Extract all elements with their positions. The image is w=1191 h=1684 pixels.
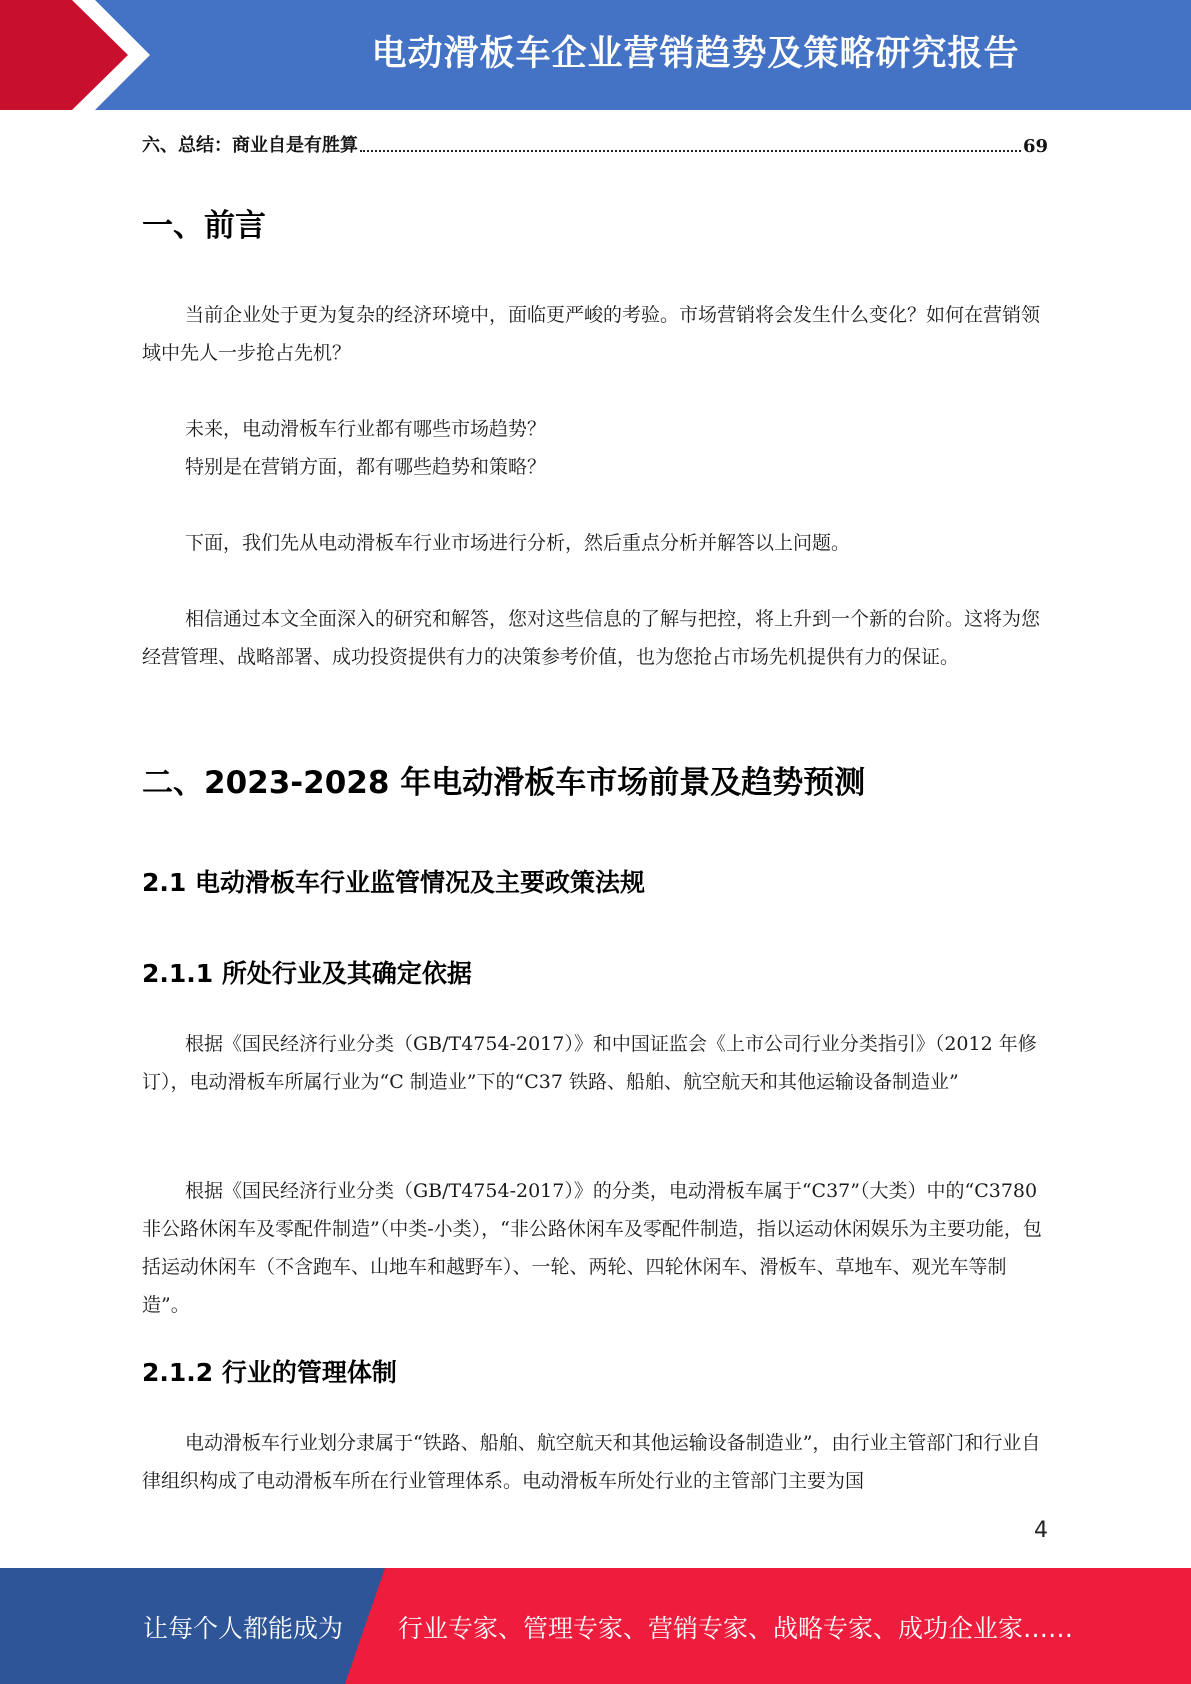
body-paragraph: 当前企业处于更为复杂的经济环境中，面临更严峻的考验。市场营销将会发生什么变化？如何在营销领域中先人一步抢占先机？ <box>142 304 1041 364</box>
footer-slogan-right: 行业专家、管理专家、营销专家、战略专家、成功企业家…… <box>398 1614 1074 1643</box>
report-title: 电动滑板车企业营销趋势及策略研究报告 <box>371 34 1020 74</box>
subsection-heading-management-system: 2.1.2 行业的管理体制 <box>142 1358 397 1387</box>
page-number: 4 <box>1034 1518 1048 1543</box>
toc-entry[interactable] <box>142 131 1048 157</box>
body-paragraph: 根据《国民经济行业分类（GB/T4754-2017）》和中国证监会《上市公司行业分类指引》（2012 年修订），电动滑板车所属行业为“C 制造业”下的“C37 铁路、船舶、航空航天和其他运输设备制造业” <box>142 1033 1037 1093</box>
subsection-heading-regulation: 2.1 电动滑板车行业监管情况及主要政策法规 <box>142 868 645 897</box>
body-paragraph: 未来，电动滑板车行业都有哪些市场趋势？ <box>185 418 547 440</box>
page-header <box>0 0 1191 110</box>
body-paragraph: 电动滑板车行业划分隶属于“铁路、船舶、航空航天和其他运输设备制造业”，由行业主管部门和行业自律组织构成了电动滑板车所在行业管理体系。电动滑板车所处行业的主管部门主要为国 <box>142 1432 1041 1492</box>
page-footer <box>0 1568 1191 1684</box>
section-heading-preface: 一、前言 <box>142 208 266 244</box>
toc-leader-dots <box>360 150 1021 152</box>
body-paragraph: 相信通过本文全面深入的研究和解答，您对这些信息的了解与把控，将上升到一个新的台阶。这将为您经营管理、战略部署、成功投资提供有力的决策参考价值，也为您抢占市场先机提供有力的保证。 <box>142 608 1041 668</box>
subsection-heading-industry-basis: 2.1.1 所处行业及其确定依据 <box>142 959 472 988</box>
footer-slogan-left: 让每个人都能成为 <box>143 1614 344 1643</box>
body-paragraph: 特别是在营销方面，都有哪些趋势和策略？ <box>185 456 547 478</box>
body-paragraph: 下面，我们先从电动滑板车行业市场进行分析，然后重点分析并解答以上问题。 <box>185 532 851 554</box>
section-heading-market-outlook: 二、2023-2028 年电动滑板车市场前景及趋势预测 <box>142 765 866 801</box>
body-paragraph: 根据《国民经济行业分类（GB/T4754-2017）》的分类，电动滑板车属于“C37”（大类）中的“C3780 非公路休闲车及零配件制造”（中类-小类），“非公路休闲车及零配件制造，指以运动休闲娱乐为主要功能，包括运动休闲车（不含跑车、山地车和越野车）、一轮、两轮、四轮休闲车、滑板车、草地车、观光车等制造”。 <box>142 1180 1042 1316</box>
toc-entry-page: 69 <box>1022 136 1048 157</box>
toc-entry-label: 六、总结：商业自是有胜算 <box>142 135 358 156</box>
